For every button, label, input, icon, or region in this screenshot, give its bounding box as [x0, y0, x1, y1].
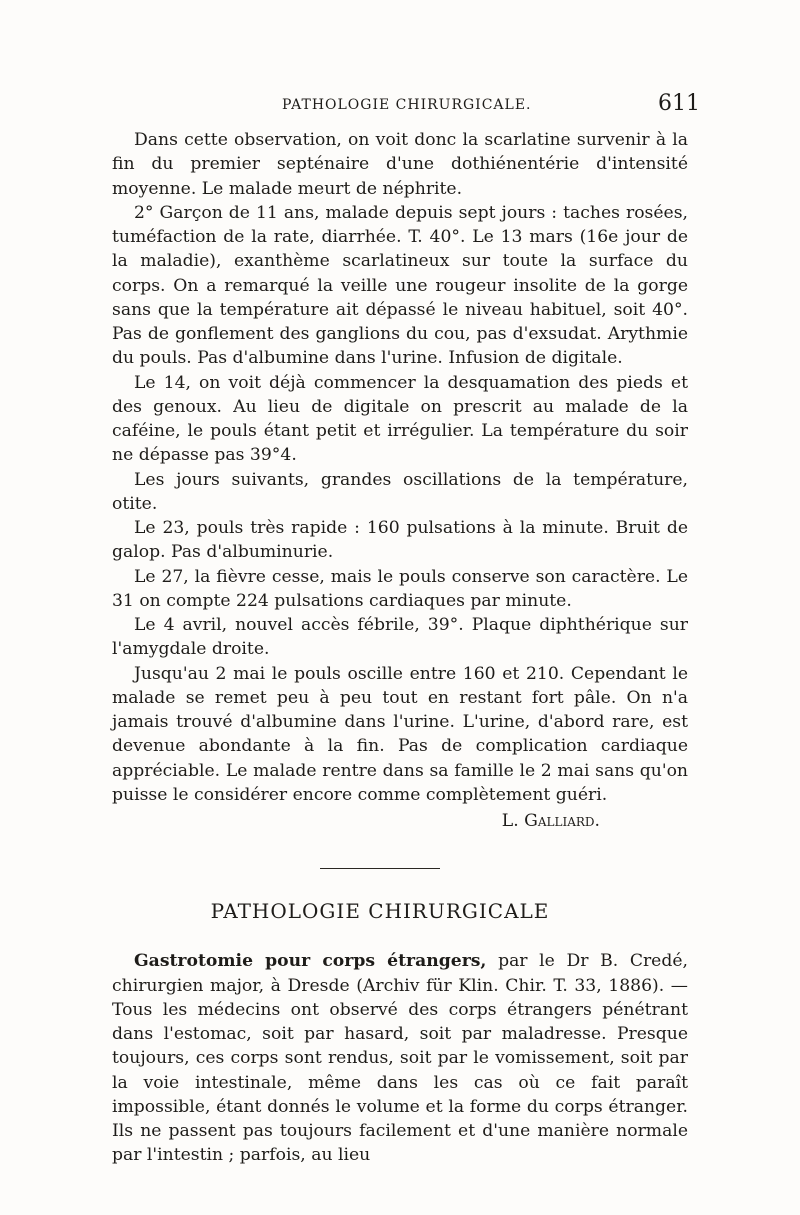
- page-header: [112, 91, 700, 125]
- paragraph: Le 4 avril, nouvel accès fébrile, 39°. Plaque diphthérique sur l'amygdale droite.: [112, 615, 688, 660]
- paragraph: Le 27, la fièvre cesse, mais le pouls conserve son caractère. Le 31 on compte 224 pulsations cardiaques par minute.: [112, 566, 688, 611]
- paragraph: Dans cette observation, on voit donc la scarlatine survenir à la fin du premier septénaire d'une dothiénentérie d'intensité moyenne. Le malade meurt de néphrite.: [112, 130, 688, 199]
- running-title: PATHOLOGIE CHIRURGICALE.: [282, 97, 532, 113]
- article-paragraph: [112, 949, 688, 1167]
- article-title: Gastrotomie pour corps étrangers,: [134, 951, 487, 972]
- section-heading: PATHOLOGIE CHIRURGICALE: [210, 899, 550, 924]
- paragraph: Le 14, on voit déjà commencer la desquamation des pieds et des genoux. Au lieu de digitale on prescrit au malade de la caféine, le pouls étant petit et irrégulier. La température du soir ne dépasse pas 39°4.: [112, 372, 688, 466]
- body-text: [112, 128, 688, 1168]
- section-divider: [320, 868, 440, 869]
- paragraph: 2° Garçon de 11 ans, malade depuis sept jours : taches rosées, tuméfaction de la rate, diarrhée. T. 40°. Le 13 mars (16e jour de la maladie), exanthème scarlatineux sur toute la surface du corps. On a remarqué la veille une rougeur insolite de la gorge sans que la température ait dépassé le niveau habituel, soit 40°. Pas de gonflement des ganglions du cou, pas d'exsudat. Arythmie du pouls. Pas d'albumine dans l'urine. Infusion de digitale.: [112, 202, 688, 369]
- paragraph: Le 23, pouls très rapide : 160 pulsations à la minute. Bruit de galop. Pas d'albuminurie.: [112, 518, 688, 563]
- article-text: par le Dr B. Credé, chirurgien major, à Dresde (Archiv für Klin. Chir. T. 33, 1886). — Tous les médecins ont observé des corps étrangers pénétrant dans l'estomac, soit par hasard, soit par maladresse. Presque toujours, ces corps sont rendus, soit par le vomissement, soit par la voie intestinale, même dans les cas où ce fait paraît impossible, étant donnés le volume et la forme du corps étranger. Ils ne passent pas toujours facilement et d'une manière normale par l'intestin ; parfois, au lieu: [112, 951, 688, 1166]
- page-number: 611: [658, 91, 700, 116]
- author-signature: L. Galliard.: [501, 811, 600, 831]
- paragraph: Les jours suivants, grandes oscillations de la température, otite.: [112, 469, 688, 514]
- paragraph: Jusqu'au 2 mai le pouls oscille entre 160 et 210. Cependant le malade se remet peu à peu tout en restant fort pâle. On n'a jamais trouvé d'albumine dans l'urine. L'urine, d'abord rare, est devenue abondante à la fin. Pas de complication cardiaque appréciable. Le malade rentre dans sa famille le 2 mai sans qu'on puisse le considérer encore comme complètement guéri.: [112, 663, 688, 805]
